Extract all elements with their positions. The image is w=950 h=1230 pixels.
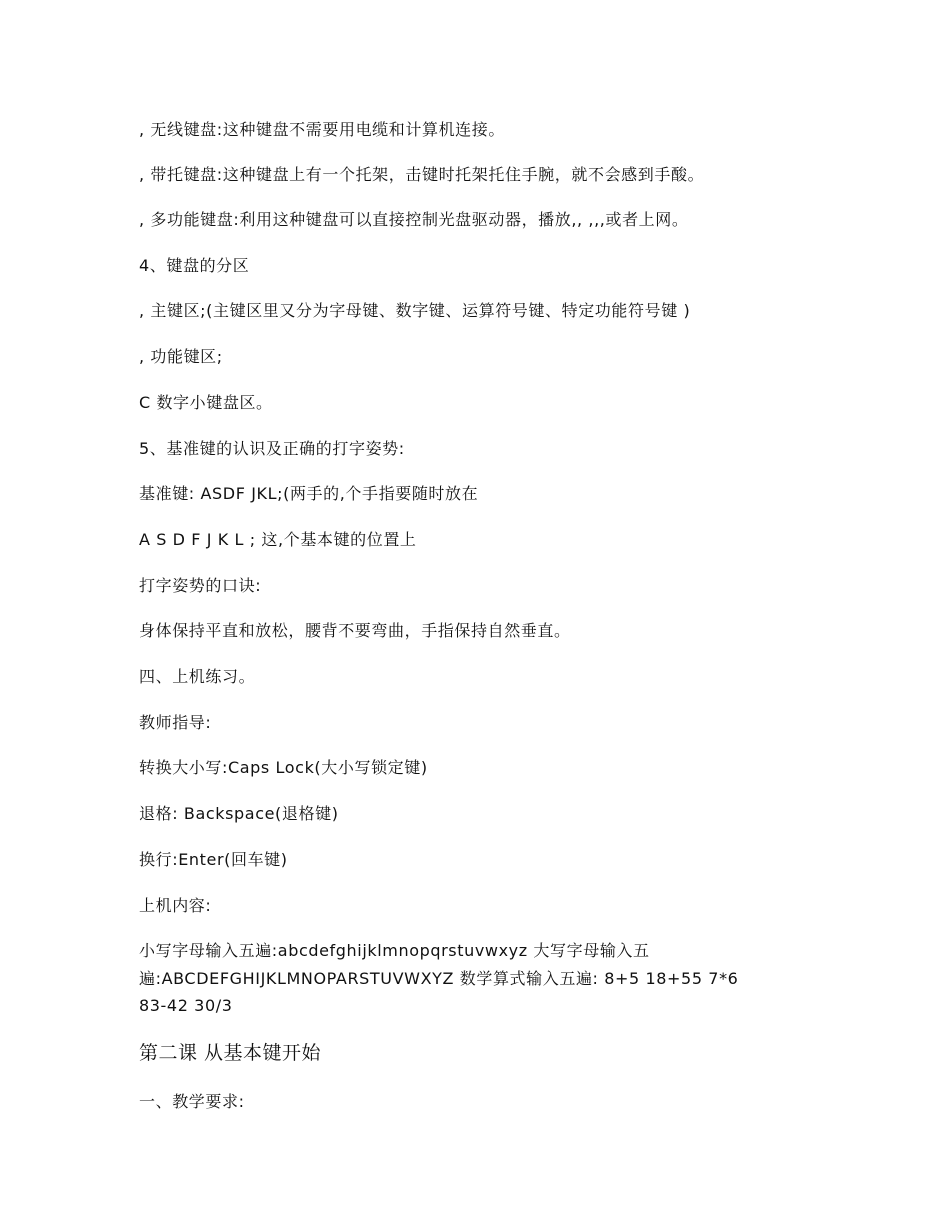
text-line: 教师指导: (139, 713, 212, 732)
section-title: 第二课 从基本键开始 (139, 1042, 322, 1064)
text-line: 小写字母输入五遍:abcdefghijklmnopqrstuvwxyz 大写字母输入五 (139, 941, 650, 960)
text-line: 4、键盘的分区 (139, 256, 250, 275)
text-line: C 数字小键盘区。 (139, 393, 273, 412)
text-line: 换行:Enter(回车键) (139, 850, 288, 869)
text-line: A S D F J K L ; 这,个基本键的位置上 (139, 530, 417, 549)
text-line: 打字姿势的口诀: (139, 576, 262, 595)
text-line: 遍:ABCDEFGHIJKLMNOPARSTUVWXYZ 数学算式输入五遍: 8+5 18+55 7*6 (139, 969, 739, 988)
text-line: , 带托键盘:这种键盘上有一个托架，击键时托架托住手腕，就不会感到手酸。 (139, 165, 705, 184)
text-line: 83-42 30/3 (139, 996, 233, 1015)
text-line: 5、基准键的认识及正确的打字姿势: (139, 439, 405, 458)
text-line: , 无线键盘:这种键盘不需要用电缆和计算机连接。 (139, 120, 505, 139)
text-line: 四、上机练习。 (139, 667, 256, 686)
text-line: 基准键: ASDF JKL;(两手的,个手指要随时放在 (139, 484, 479, 503)
text-line: , 功能键区; (139, 347, 223, 366)
subsection-heading: 一、教学要求: (139, 1092, 245, 1111)
text-line: 身体保持平直和放松，腰背不要弯曲，手指保持自然垂直。 (139, 621, 571, 640)
text-line: 退格: Backspace(退格键) (139, 804, 339, 823)
text-line: , 主键区;(主键区里又分为字母键、数字键、运算符号键、特定功能符号键 ) (139, 301, 691, 320)
text-line: 转换大小写:Caps Lock(大小写锁定键) (139, 758, 428, 777)
text-line: , 多功能键盘:利用这种键盘可以直接控制光盘驱动器，播放,, ,,,或者上网。 (139, 210, 689, 229)
text-line: 上机内容: (139, 896, 212, 915)
